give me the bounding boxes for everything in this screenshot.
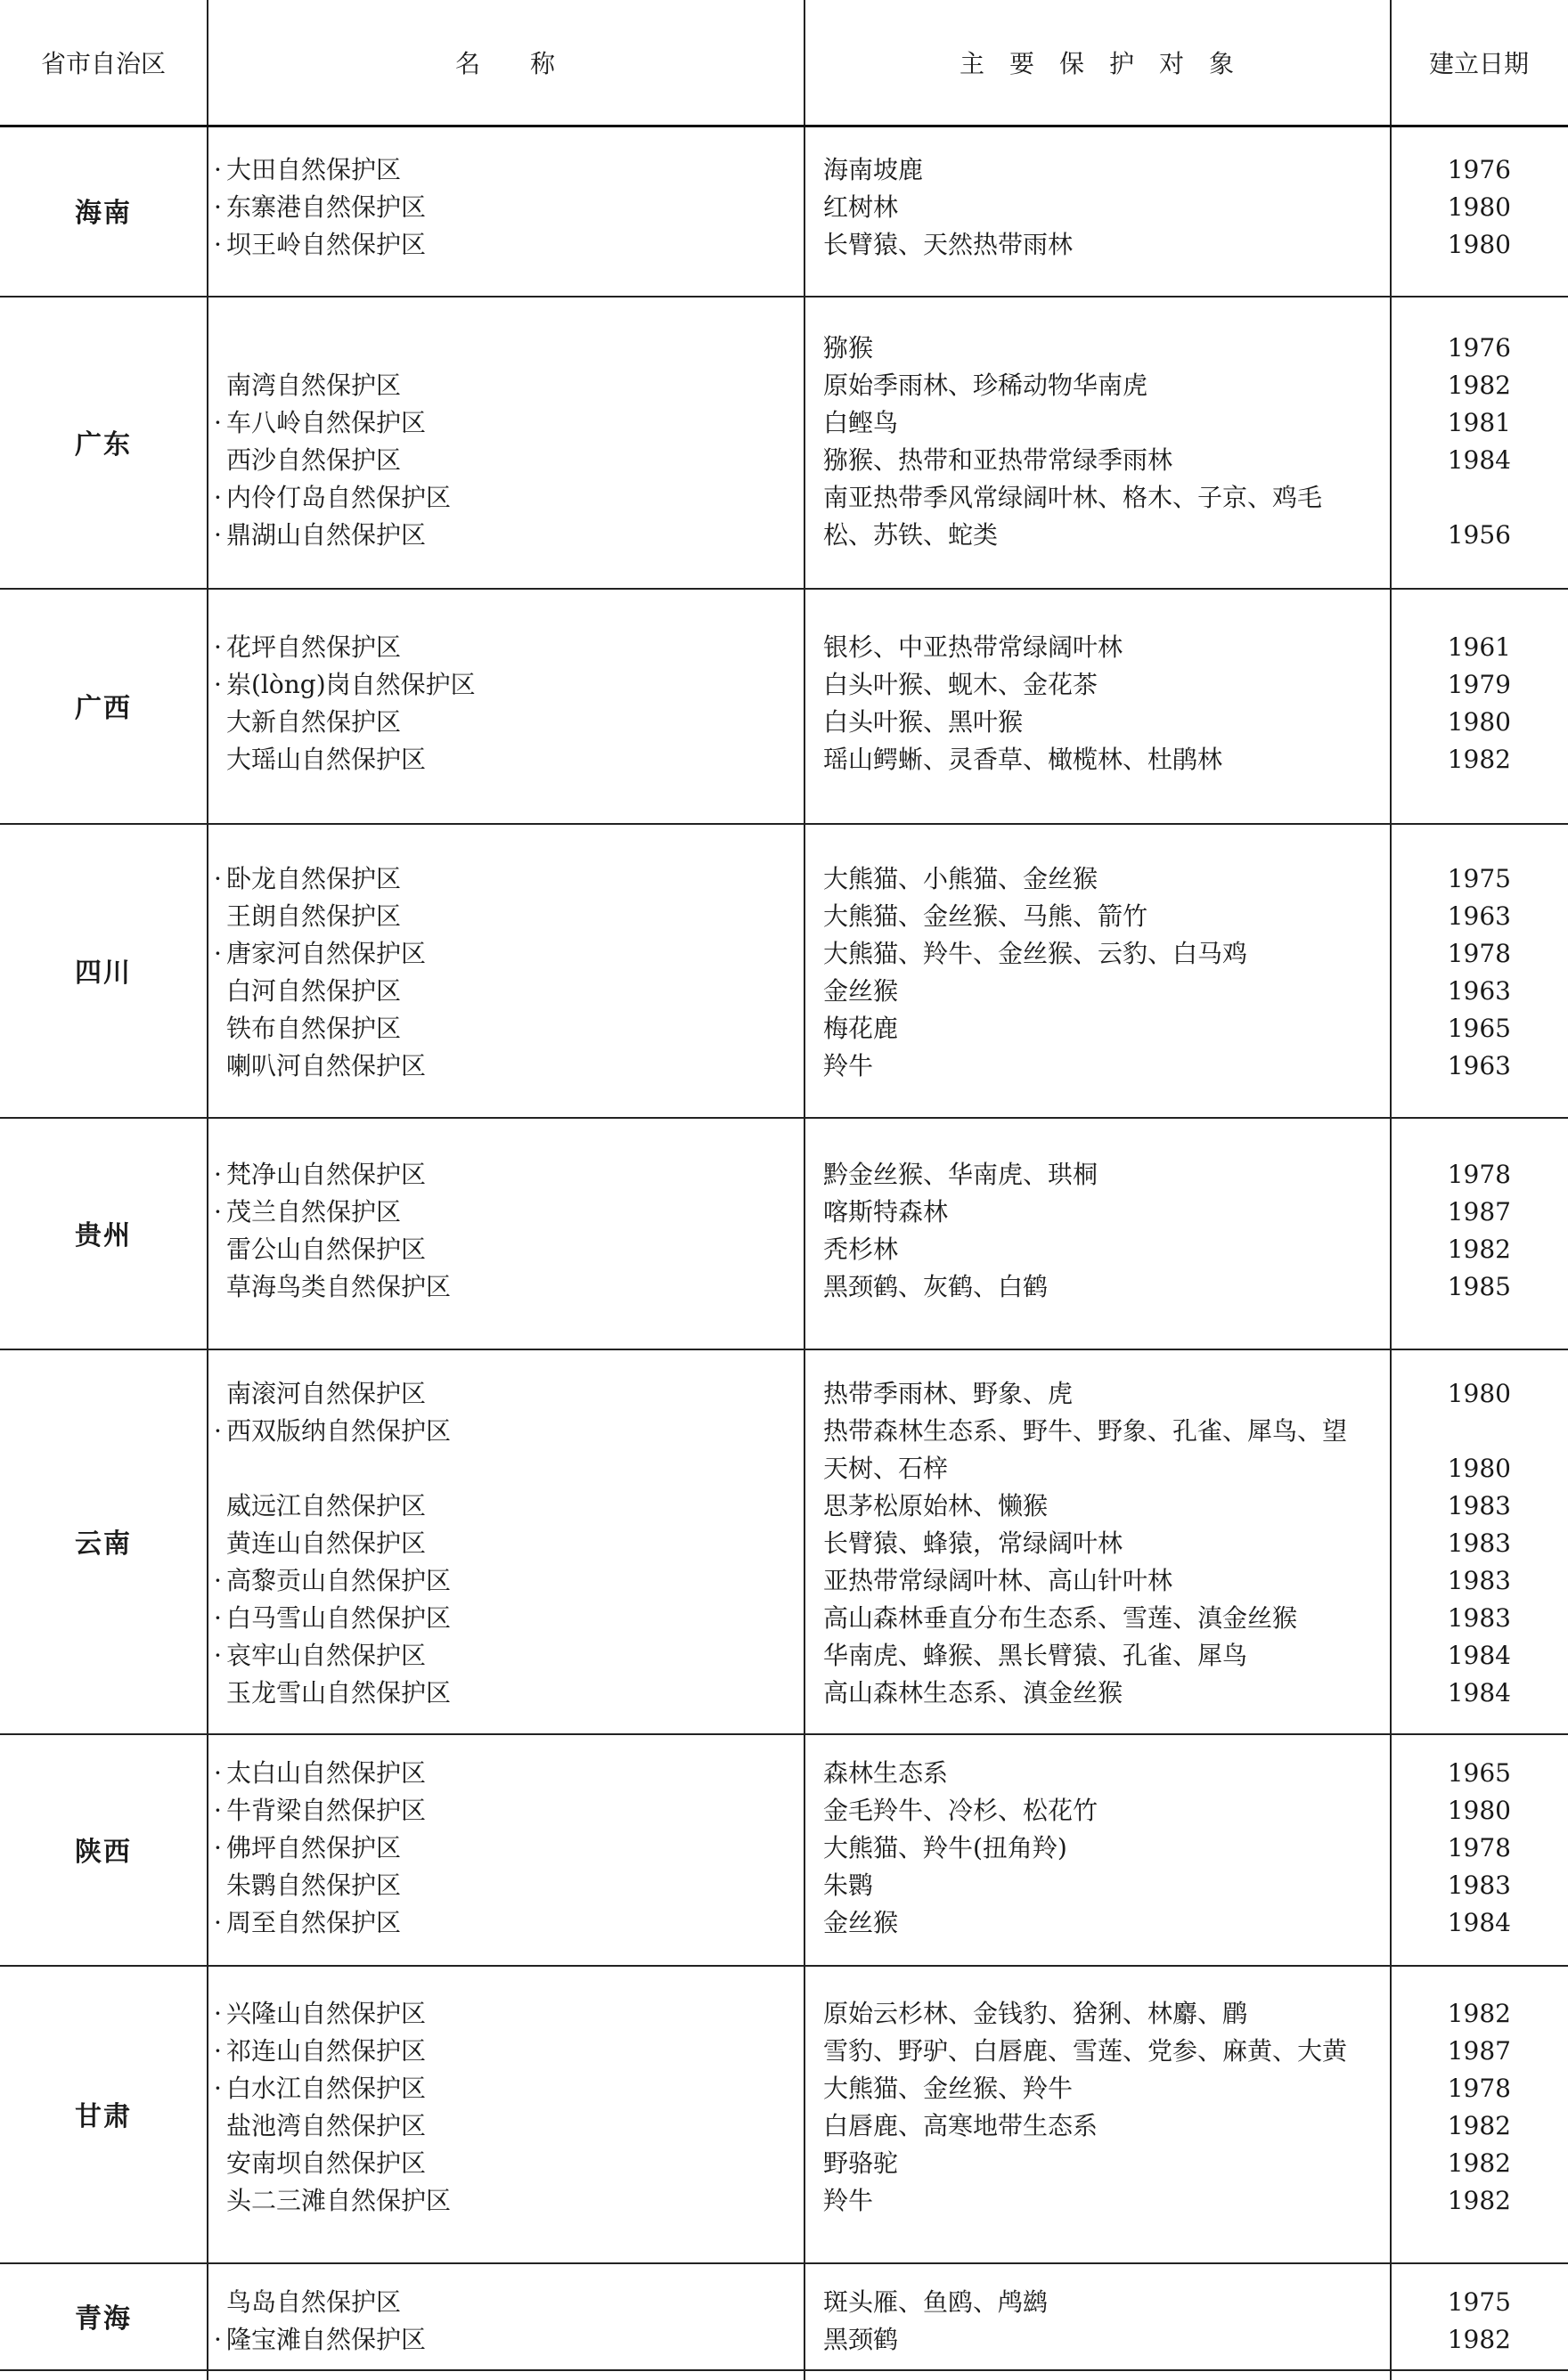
established-year: 1984	[1447, 1678, 1511, 1708]
reserve-name	[214, 1413, 802, 1450]
table-row	[0, 2284, 1568, 2321]
section-divider	[0, 588, 1568, 590]
established-year: 1983	[1447, 1603, 1511, 1633]
reserve-name-text: 车八岭自然保护区	[226, 408, 427, 437]
reserve-name	[214, 860, 802, 898]
protected-objects: 斑头雁、鱼鸥、鸬鹚	[823, 2287, 1049, 2317]
table-row	[0, 704, 1568, 741]
established-year: 1961	[1447, 632, 1511, 662]
established-year: 1980	[1447, 1454, 1511, 1483]
reserve-name	[214, 1755, 802, 1792]
reserve-name-text: 太白山自然保护区	[226, 1758, 427, 1788]
protected-objects: 高山森林生态系、滇金丝猴	[823, 1678, 1123, 1708]
reserve-name	[214, 935, 802, 973]
reserve-name	[214, 2321, 802, 2359]
established-year: 1975	[1447, 2287, 1511, 2317]
reserve-name-text: 南湾自然保护区	[226, 371, 402, 400]
reserve-name	[214, 704, 802, 741]
established-year: 1982	[1447, 1999, 1511, 2028]
established-year: 1982	[1447, 2186, 1511, 2215]
table-row	[0, 226, 1568, 264]
reserve-name	[214, 2145, 802, 2182]
established-year: 1984	[1447, 1641, 1511, 1670]
table-row	[0, 2145, 1568, 2182]
reserve-name	[214, 226, 802, 264]
reserve-name	[214, 1867, 802, 1904]
established-year: 1984	[1447, 1908, 1511, 1937]
table-row	[0, 151, 1568, 189]
national-mark: ·	[214, 2325, 222, 2354]
reserve-name	[214, 517, 802, 554]
established-year	[1395, 479, 1511, 517]
header-objects: 主 要 保 护 对 象	[959, 49, 1234, 78]
national-mark: ·	[214, 192, 222, 222]
established-year: 1976	[1447, 333, 1511, 363]
established-year: 1983	[1447, 1528, 1511, 1558]
established-year: 1965	[1447, 1014, 1511, 1043]
reserve-name	[214, 1156, 802, 1194]
section-divider	[0, 823, 1568, 825]
reserve-name	[214, 1194, 802, 1231]
protected-objects: 长臂猿、天然热带雨林	[823, 230, 1074, 259]
protected-objects: 红树林	[823, 192, 899, 222]
reserve-name	[214, 1995, 802, 2033]
protected-objects: 热带森林生态系、野牛、野象、孔雀、犀鸟、望	[823, 1416, 1348, 1446]
table-row	[0, 1010, 1568, 1047]
established-year: 1980	[1447, 230, 1511, 259]
national-mark: ·	[214, 1603, 222, 1633]
reserve-name	[214, 1231, 802, 1268]
reserve-name	[214, 1488, 802, 1525]
protected-objects: 原始季雨林、珍稀动物华南虎	[823, 371, 1148, 400]
section-divider	[0, 1965, 1568, 1967]
national-mark: ·	[214, 1160, 222, 1189]
national-mark: ·	[214, 1641, 222, 1670]
protected-objects: 雪豹、野驴、白唇鹿、雪莲、党参、麻黄、大黄	[823, 2036, 1348, 2066]
table-row	[0, 2182, 1568, 2220]
table-row	[0, 935, 1568, 973]
established-year: 1978	[1447, 1160, 1511, 1189]
protected-objects: 白唇鹿、高寒地带生态系	[823, 2111, 1098, 2140]
protected-objects: 大熊猫、金丝猴、马熊、箭竹	[823, 901, 1148, 931]
reserve-name	[214, 629, 802, 666]
national-mark: ·	[214, 1758, 222, 1788]
reserve-name-text: 白水江自然保护区	[226, 2074, 427, 2103]
reserve-name	[214, 2182, 802, 2220]
reserve-name-text: 西沙自然保护区	[226, 445, 402, 475]
national-mark: ·	[214, 632, 222, 662]
protected-objects: 原始云杉林、金钱豹、猞猁、林麝、鹛	[823, 1999, 1248, 2028]
reserve-name-text: 鼎湖山自然保护区	[226, 520, 427, 550]
table-row	[0, 1600, 1568, 1637]
protected-objects: 大熊猫、羚牛(扭角羚)	[823, 1833, 1067, 1862]
table-row	[0, 898, 1568, 935]
protected-objects: 金丝猴	[823, 1908, 899, 1937]
protected-objects: 金丝猴	[823, 976, 899, 1006]
protected-objects: 大熊猫、羚牛、金丝猴、云豹、白马鸡	[823, 939, 1248, 968]
protected-objects: 秃杉林	[823, 1235, 899, 1264]
protected-objects: 白鲣鸟	[823, 408, 899, 437]
reserve-name	[214, 741, 802, 778]
reserve-name-text: 牛背梁自然保护区	[226, 1796, 427, 1825]
region-label: 青海	[75, 2303, 132, 2335]
protected-objects: 大熊猫、小熊猫、金丝猴	[823, 864, 1098, 893]
table-row	[0, 2107, 1568, 2145]
national-mark: ·	[214, 2074, 222, 2103]
region-label: 甘肃	[75, 2101, 132, 2132]
reserve-name-text: 隆宝滩自然保护区	[226, 2325, 427, 2354]
reserve-name-text: 卧龙自然保护区	[226, 864, 402, 893]
national-mark: ·	[214, 1796, 222, 1825]
national-mark: ·	[214, 155, 222, 184]
established-year: 1983	[1447, 1566, 1511, 1595]
reserve-name	[214, 1450, 802, 1488]
table-row	[0, 1675, 1568, 1712]
established-year: 1979	[1447, 670, 1511, 699]
reserve-name-text: 哀牢山自然保护区	[226, 1641, 427, 1670]
national-mark: ·	[214, 2036, 222, 2066]
table-row	[0, 1562, 1568, 1600]
protected-objects: 野骆驼	[823, 2148, 899, 2178]
protected-objects: 喀斯特森林	[823, 1197, 949, 1227]
established-year: 1978	[1447, 939, 1511, 968]
reserve-name	[214, 367, 802, 404]
region-label: 广西	[75, 693, 132, 724]
table-row	[0, 629, 1568, 666]
reserve-name	[214, 666, 802, 704]
national-mark: ·	[214, 1999, 222, 2028]
established-year: 1982	[1447, 2148, 1511, 2178]
protected-objects: 黑颈鹤、灰鹤、白鹤	[823, 1272, 1049, 1301]
protected-objects: 高山森林垂直分布生态系、雪莲、滇金丝猴	[823, 1603, 1298, 1633]
protected-objects: 松、苏铁、蛇类	[823, 520, 999, 550]
established-year: 1980	[1447, 192, 1511, 222]
reserve-name-text: 东寨港自然保护区	[226, 192, 427, 222]
established-year: 1982	[1447, 2325, 1511, 2354]
table-row	[0, 1904, 1568, 1942]
reserve-name	[214, 2033, 802, 2070]
protected-objects: 白头叶猴、蚬木、金花茶	[823, 670, 1098, 699]
reserve-name-text: 王朗自然保护区	[226, 901, 402, 931]
reserve-name	[214, 1675, 802, 1712]
reserve-name	[214, 1637, 802, 1675]
table-row	[0, 1194, 1568, 1231]
reserve-name	[214, 1268, 802, 1306]
reserve-name	[214, 2284, 802, 2321]
reserve-name-text: 草海鸟类自然保护区	[226, 1272, 452, 1301]
reserve-name-text: 唐家河自然保护区	[226, 939, 427, 968]
protected-objects: 南亚热带季风常绿阔叶林、格木、子京、鸡毛	[823, 483, 1323, 512]
established-year: 1956	[1447, 520, 1511, 550]
section-divider	[0, 2369, 1568, 2371]
reserve-name-text: 头二三滩自然保护区	[226, 2186, 452, 2215]
reserve-name	[214, 2107, 802, 2145]
region-label: 陕西	[75, 1837, 132, 1868]
reserve-name	[214, 1600, 802, 1637]
reserve-name-text: 兴隆山自然保护区	[226, 1999, 427, 2028]
table-row	[0, 1755, 1568, 1792]
section-divider	[0, 1349, 1568, 1350]
established-year: 1976	[1447, 155, 1511, 184]
reserve-name	[214, 973, 802, 1010]
reserve-name-text: 鸟岛自然保护区	[226, 2287, 402, 2317]
reserve-name-text: 白河自然保护区	[226, 976, 402, 1006]
table-row	[0, 1047, 1568, 1085]
reserve-name	[214, 898, 802, 935]
header-name: 名 称	[454, 49, 555, 78]
table-row	[0, 2033, 1568, 2070]
protected-objects: 金毛羚牛、冷杉、松花竹	[823, 1796, 1098, 1825]
protected-objects: 大熊猫、金丝猴、羚牛	[823, 2074, 1074, 2103]
table-row	[0, 1867, 1568, 1904]
table-row	[0, 2070, 1568, 2107]
reserve-name-text: 铁布自然保护区	[226, 1014, 402, 1043]
established-year: 1975	[1447, 864, 1511, 893]
reserve-name-text: 祁连山自然保护区	[226, 2036, 427, 2066]
reserve-name	[214, 1375, 802, 1413]
protected-objects: 黑颈鹤	[823, 2325, 899, 2354]
table-row	[0, 2321, 1568, 2359]
national-mark: ·	[214, 483, 222, 512]
reserve-name-text: 西双版纳自然保护区	[226, 1416, 452, 1446]
reserve-name-text: 茂兰自然保护区	[226, 1197, 402, 1227]
established-year: 1982	[1447, 2111, 1511, 2140]
protected-objects: 长臂猿、蜂猿，常绿阔叶林	[823, 1528, 1123, 1558]
protected-objects: 思茅松原始林、懒猴	[823, 1491, 1049, 1520]
established-year: 1987	[1447, 1197, 1511, 1227]
reserve-name	[214, 151, 802, 189]
reserve-name	[214, 442, 802, 479]
reserve-name-text: 黄连山自然保护区	[226, 1528, 427, 1558]
national-mark: ·	[214, 939, 222, 968]
established-year: 1980	[1447, 1796, 1511, 1825]
table-row	[0, 442, 1568, 479]
established-year: 1982	[1447, 1235, 1511, 1264]
region-label: 四川	[75, 958, 132, 989]
established-year: 1987	[1447, 2036, 1511, 2066]
reserve-name-text: 朱鹮自然保护区	[226, 1871, 402, 1900]
national-mark: ·	[214, 1416, 222, 1446]
table-row	[0, 1637, 1568, 1675]
reserve-name-text: 坝王岭自然保护区	[226, 230, 427, 259]
protected-objects: 亚热带常绿阔叶林、高山针叶林	[823, 1566, 1173, 1595]
national-mark: ·	[214, 1566, 222, 1595]
table-row	[0, 367, 1568, 404]
header-date: 建立日期	[1428, 49, 1529, 78]
section-divider	[0, 1733, 1568, 1735]
established-year: 1978	[1447, 1833, 1511, 1862]
reserve-name	[214, 2070, 802, 2107]
established-year: 1980	[1447, 1379, 1511, 1408]
reserve-name-text: 内伶仃岛自然保护区	[226, 483, 452, 512]
established-year: 1982	[1447, 745, 1511, 774]
reserve-name-text: 喇叭河自然保护区	[226, 1051, 427, 1080]
region-label: 广东	[75, 429, 132, 461]
established-year: 1981	[1447, 408, 1511, 437]
table-row	[0, 1156, 1568, 1194]
national-mark: ·	[214, 520, 222, 550]
region-label: 贵州	[75, 1220, 132, 1251]
table-row	[0, 666, 1568, 704]
national-mark: ·	[214, 670, 222, 699]
reserve-name-text: 玉龙雪山自然保护区	[226, 1678, 452, 1708]
protected-objects: 瑶山鳄蜥、灵香草、橄榄林、杜鹃林	[823, 745, 1223, 774]
section-divider	[0, 1117, 1568, 1119]
protected-objects: 猕猴、热带和亚热带常绿季雨林	[823, 445, 1173, 475]
protected-objects: 羚牛	[823, 1051, 874, 1080]
table-row	[0, 330, 1568, 367]
reserve-name	[214, 1010, 802, 1047]
reserve-name-text: 安南坝自然保护区	[226, 2148, 427, 2178]
reserve-name-text: 大新自然保护区	[226, 707, 402, 737]
national-mark: ·	[214, 1908, 222, 1937]
reserve-name	[214, 1047, 802, 1085]
reserve-name	[214, 1830, 802, 1867]
reserve-name-text: 白马雪山自然保护区	[226, 1603, 452, 1633]
table-row	[0, 1450, 1568, 1488]
header-province: 省市自治区	[40, 49, 166, 78]
reserve-name	[214, 479, 802, 517]
reserve-name	[214, 330, 802, 367]
table-row	[0, 1995, 1568, 2033]
reserve-name-text: 梵净山自然保护区	[226, 1160, 427, 1189]
reserve-name-text: 佛坪自然保护区	[226, 1833, 402, 1862]
established-year: 1980	[1447, 707, 1511, 737]
reserve-name-text: 雷公山自然保护区	[226, 1235, 427, 1264]
reserve-name	[214, 1525, 802, 1562]
national-mark: ·	[214, 408, 222, 437]
national-mark: ·	[214, 230, 222, 259]
established-year: 1982	[1447, 371, 1511, 400]
table-row	[0, 1231, 1568, 1268]
national-mark: ·	[214, 1197, 222, 1227]
reserve-name-text: 周至自然保护区	[226, 1908, 402, 1937]
established-year: 1985	[1447, 1272, 1511, 1301]
table-row	[0, 1488, 1568, 1525]
protected-objects: 华南虎、蜂猴、黑长臂猿、孔雀、犀鸟	[823, 1641, 1248, 1670]
protected-objects: 猕猴	[823, 333, 874, 363]
region-label: 海南	[75, 198, 132, 229]
national-mark: ·	[214, 1833, 222, 1862]
protected-objects: 梅花鹿	[823, 1014, 899, 1043]
established-year: 1984	[1447, 445, 1511, 475]
protected-objects: 森林生态系	[823, 1758, 949, 1788]
reserve-name-text: 威远江自然保护区	[226, 1491, 427, 1520]
reserve-name	[214, 189, 802, 226]
established-year: 1965	[1447, 1758, 1511, 1788]
established-year	[1395, 1413, 1511, 1450]
protected-objects: 银杉、中亚热带常绿阔叶林	[823, 632, 1123, 662]
table-row	[0, 479, 1568, 517]
protected-objects: 白头叶猴、黑叶猴	[823, 707, 1024, 737]
established-year: 1963	[1447, 901, 1511, 931]
national-mark: ·	[214, 864, 222, 893]
protected-objects: 羚牛	[823, 2186, 874, 2215]
protected-objects: 天树、石梓	[823, 1454, 949, 1483]
protected-objects: 热带季雨林、野象、虎	[823, 1379, 1074, 1408]
protected-objects: 朱鹮	[823, 1871, 874, 1900]
table-row	[0, 517, 1568, 554]
table-row	[0, 1268, 1568, 1306]
section-divider	[0, 2262, 1568, 2264]
reserve-name	[214, 404, 802, 442]
established-year: 1963	[1447, 1051, 1511, 1080]
table-row	[0, 860, 1568, 898]
reserve-name	[214, 1562, 802, 1600]
reserve-name-text: 大瑶山自然保护区	[226, 745, 427, 774]
protected-objects: 黔金丝猴、华南虎、珙桐	[823, 1160, 1098, 1189]
established-year: 1978	[1447, 2074, 1511, 2103]
table-row	[0, 1525, 1568, 1562]
established-year: 1983	[1447, 1491, 1511, 1520]
section-divider	[0, 296, 1568, 298]
table-row	[0, 189, 1568, 226]
established-year: 1963	[1447, 976, 1511, 1006]
established-year: 1983	[1447, 1871, 1511, 1900]
table-row	[0, 404, 1568, 442]
reserve-name-text: 花坪自然保护区	[226, 632, 402, 662]
table-row	[0, 1792, 1568, 1830]
region-label: 云南	[75, 1528, 132, 1560]
reserve-name-text: 岽(lòng)岗自然保护区	[226, 670, 476, 699]
table-row	[0, 973, 1568, 1010]
reserve-name	[214, 1792, 802, 1830]
protected-objects: 海南坡鹿	[823, 155, 924, 184]
reserve-name-text: 大田自然保护区	[226, 155, 402, 184]
table-row	[0, 1413, 1568, 1450]
reserve-name-text: 高黎贡山自然保护区	[226, 1566, 452, 1595]
table-row	[0, 1375, 1568, 1413]
table-row	[0, 1830, 1568, 1867]
reserve-name-text: 盐池湾自然保护区	[226, 2111, 427, 2140]
table-row	[0, 741, 1568, 778]
header-divider	[0, 125, 1568, 127]
reserve-name	[214, 1904, 802, 1942]
reserve-name-text: 南滚河自然保护区	[226, 1379, 427, 1408]
